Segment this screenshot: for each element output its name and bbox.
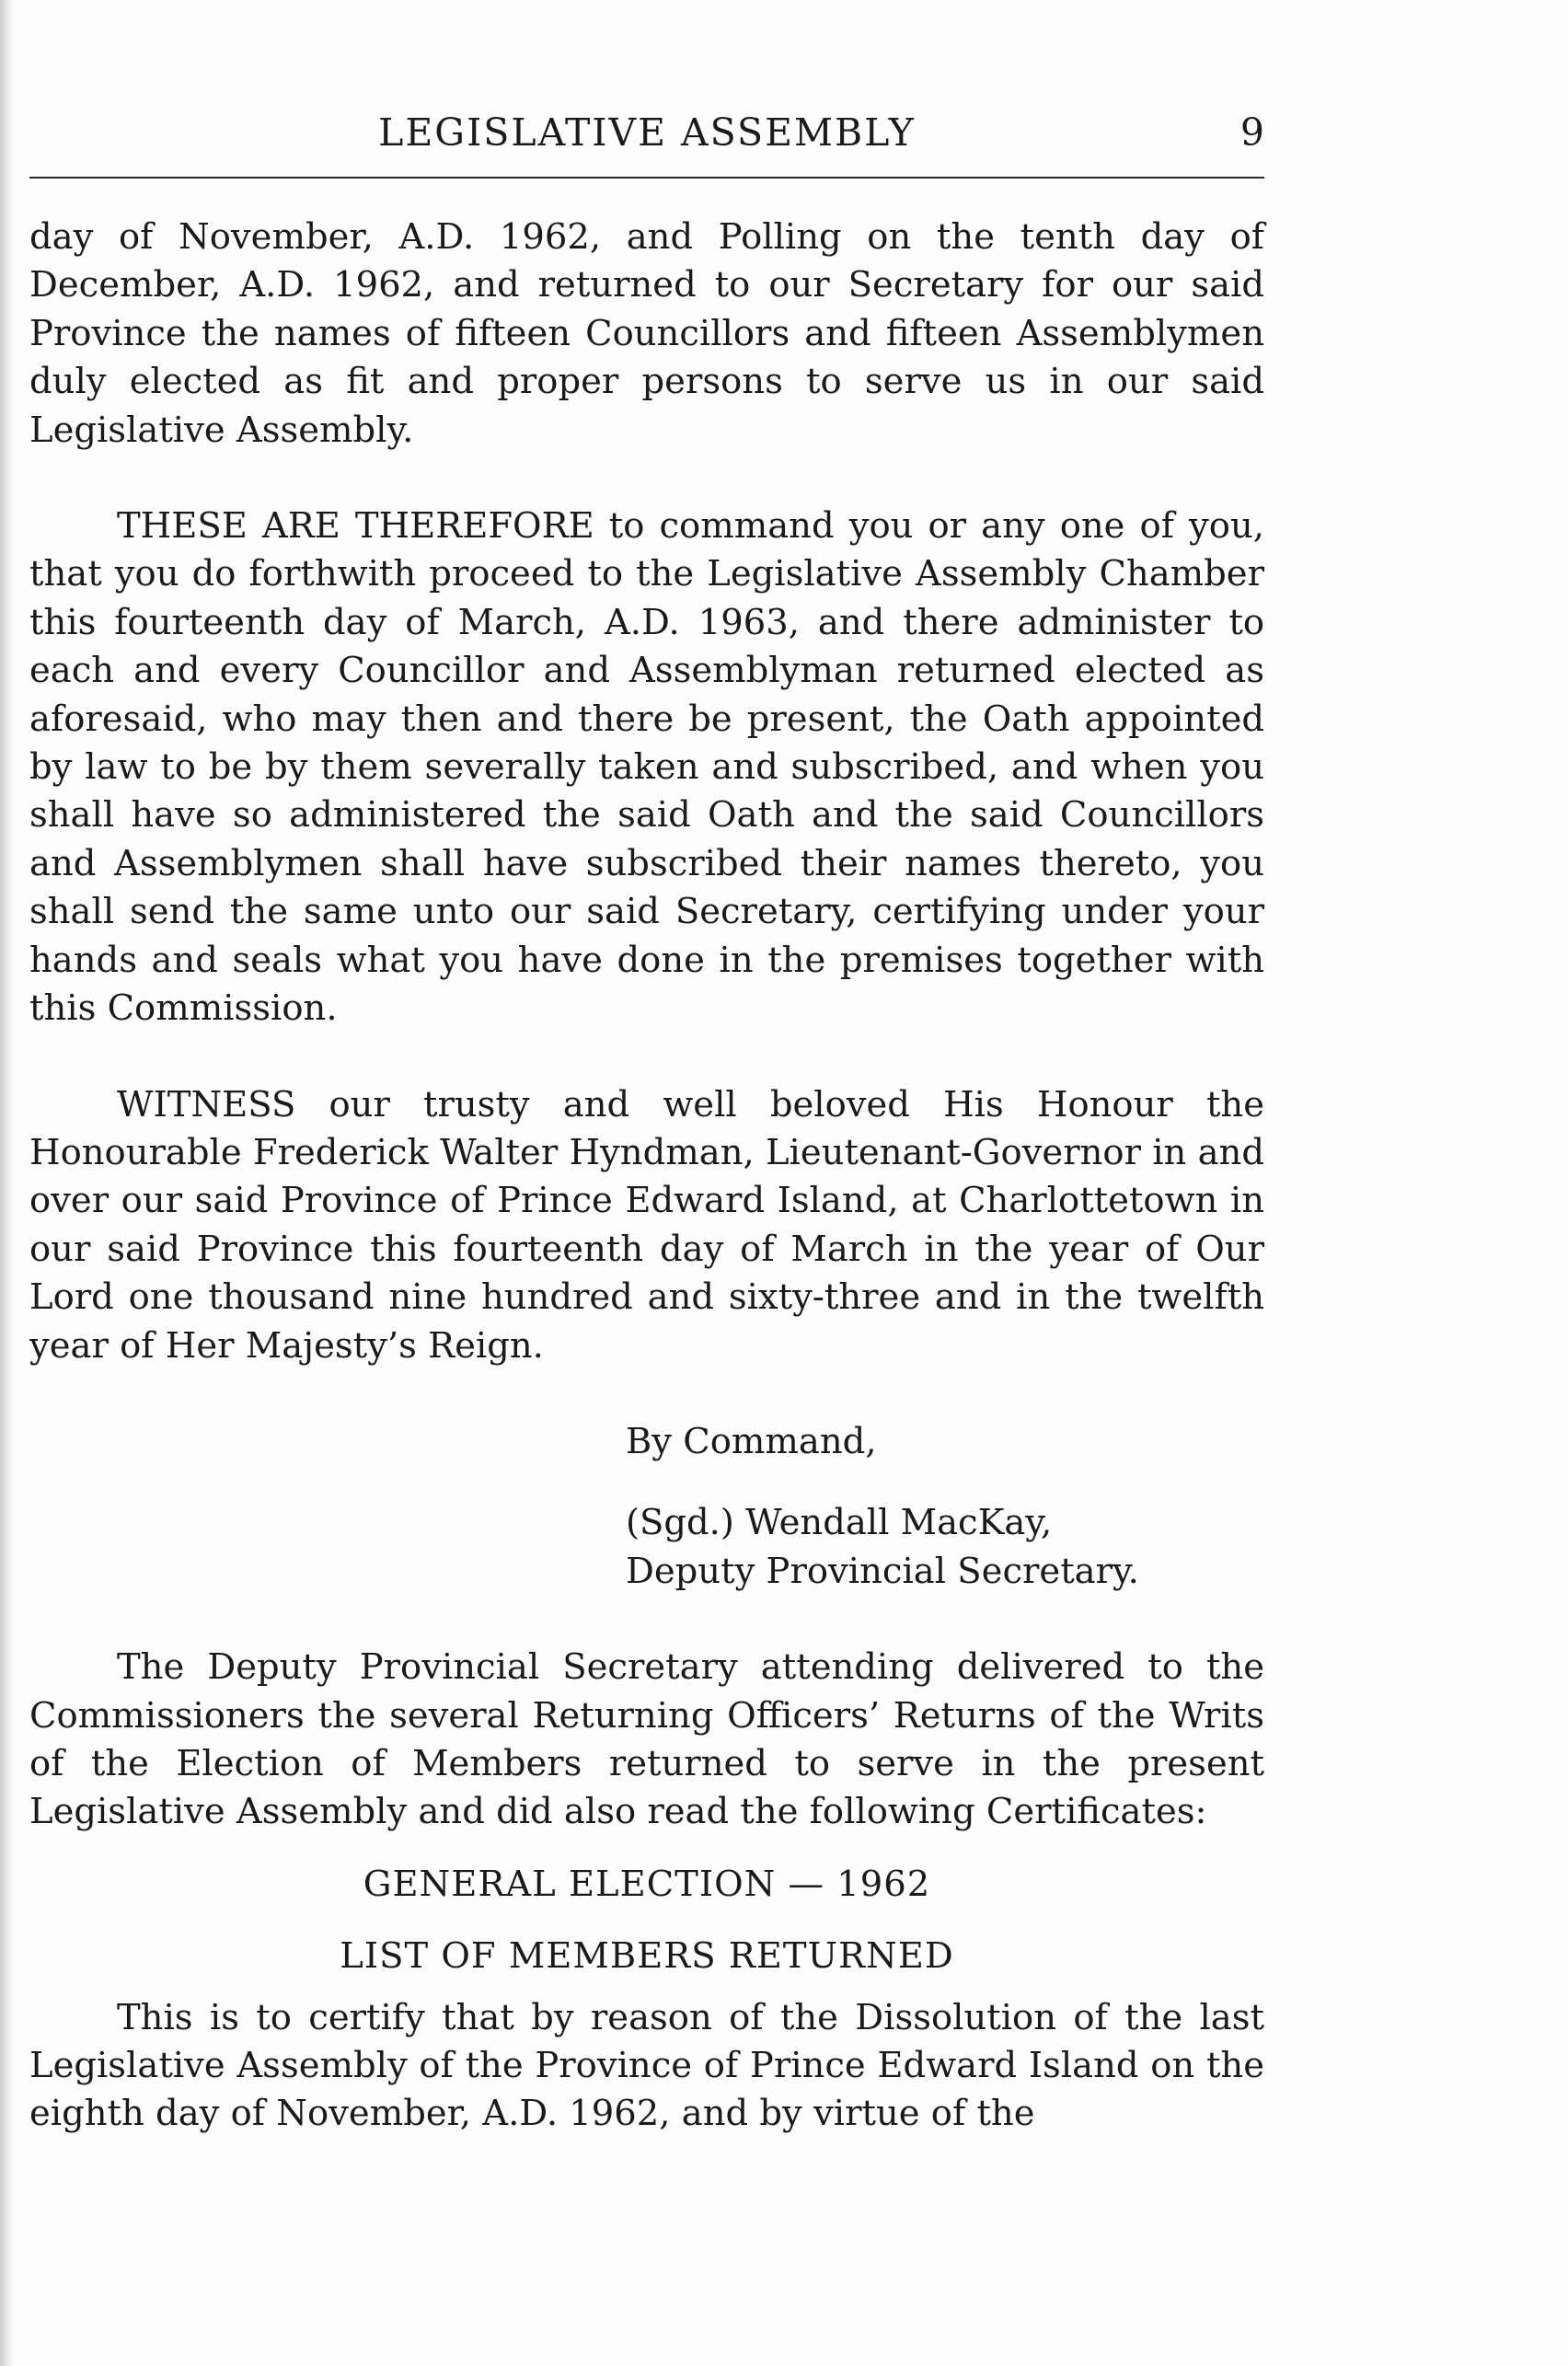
- signature-command: By Command,: [626, 1420, 877, 1462]
- paragraph-witness: WITNESS our trusty and well beloved His Honour the Honourable Frederick Walter Hyndman, Lieutenant-Governor in and over our said Province of Prince Edward Island, at Charlottetown in our said Province this fourteenth day of March in the year of Our Lord one thousand nine hundred and sixty-three and in the twelfth year of Her Majesty’s Reign.: [29, 1083, 1264, 1367]
- page-edge-shadow: [0, 0, 15, 2366]
- running-header: [29, 110, 1264, 166]
- header-rule: [29, 177, 1264, 179]
- heading-general-election: GENERAL ELECTION — 1962: [363, 1863, 931, 1905]
- signature-title: Deputy Provincial Secretary.: [626, 1550, 1139, 1592]
- page-number: 9: [1239, 110, 1264, 155]
- signature-name: (Sgd.) Wendall MacKay,: [626, 1502, 1053, 1544]
- body-text: [29, 214, 1264, 2139]
- heading-members-returned: LIST OF MEMBERS RETURNED: [340, 1935, 954, 1978]
- signature-block: [626, 1418, 1264, 1596]
- paragraph-certify: This is to certify that by reason of the Dissolution of the last Legislative Assembly of the Province of Prince Edward Island on the eighth day of November, A.D. 1962, and by virtue of the: [29, 1996, 1264, 2135]
- paragraph-returns: The Deputy Provincial Secretary attending delivered to the Commissioners the several Returning Officers’ Returns of the Writs of the Election of Members returned to serve in the present Legislative Assembly and did also read the following Certificates:: [29, 1646, 1264, 1833]
- paragraph-command: THESE ARE THEREFORE to command you or any one of you, that you do forthwith proceed to the Legislative Assembly Chamber this fourteenth day of March, A.D. 1963, and there administer to each and every Councillor and Assemblyman returned elected as aforesaid, who may then and there be present, the Oath appointed by law to be by them severally taken and subscribed, and when you shall have so administered the said Oath and the said Councillors and Assemblymen shall have subscribed their names thereto, you shall send the same unto our said Secretary, certifying under your hands and seals what you have done in the premises together with this Commission.: [29, 505, 1264, 1030]
- header-title: LEGISLATIVE ASSEMBLY: [378, 110, 916, 155]
- paragraph-continuation: day of November, A.D. 1962, and Polling on the tenth day of December, A.D. 1962, and returned to our Secretary for our said Province the names of fifteen Councillors and fifteen Assemblymen duly elected as fit and proper persons to serve us in our said Legislative Assembly.: [29, 216, 1264, 451]
